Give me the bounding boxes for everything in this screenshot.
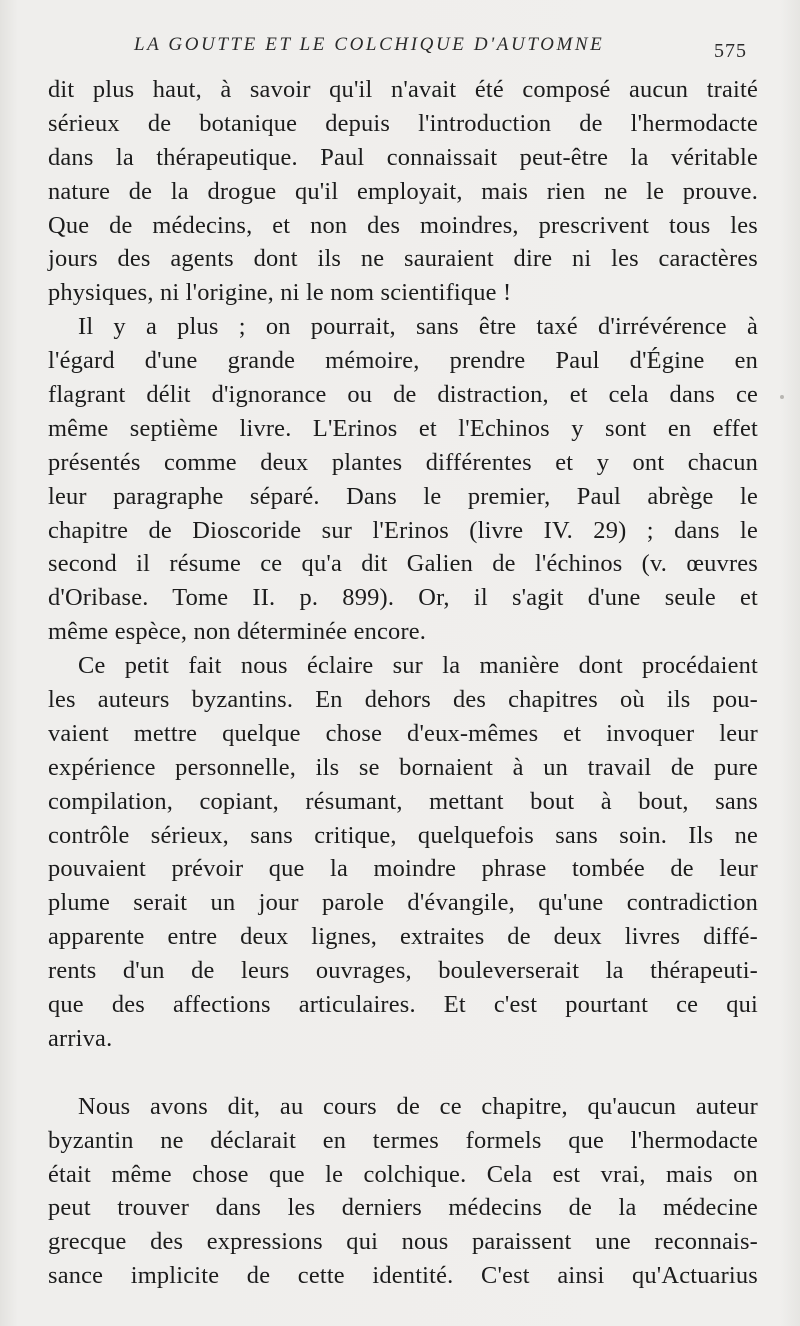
body-text xyxy=(48,73,758,1293)
running-title: LA GOUTTE ET LE COLCHIQUE D'AUTOMNE xyxy=(134,34,605,55)
text-line: second il résume ce qu'a dit Galien de l'échinos (v. œuvres xyxy=(48,550,758,578)
text-line: dit plus haut, à savoir qu'il n'avait été composé aucun traité xyxy=(48,76,758,103)
text-line: flagrant délit d'ignorance ou de distraction, et cela dans ce xyxy=(48,381,758,409)
text-line: byzantin ne déclarait en termes formels que l'hermodacte xyxy=(48,1126,758,1154)
text-line: était même chose que le colchique. Cela est vrai, mais on xyxy=(48,1160,758,1188)
text-line: les auteurs byzantins. En dehors des chapitres où ils pou- xyxy=(48,686,758,714)
text-line: pouvaient prévoir que la moindre phrase tombée de leur xyxy=(48,855,758,883)
text-line: leur paragraphe séparé. Dans le premier, Paul abrège le xyxy=(48,482,758,510)
page-number: 575 xyxy=(714,40,747,62)
text-line: que des affections articulaires. Et c'est pourtant ce qui xyxy=(48,991,758,1019)
text-line: nature de la drogue qu'il employait, mais rien ne le prouve. xyxy=(48,177,758,205)
text-line: apparente entre deux lignes, extraites de deux livres diffé- xyxy=(48,923,758,951)
text-line: sérieux de botanique depuis l'introduction de l'hermodacte xyxy=(48,109,758,137)
text-line: dans la thérapeutique. Paul connaissait peut-être la véritable xyxy=(48,143,758,171)
text-line: peut trouver dans les derniers médecins de la médecine xyxy=(48,1194,758,1222)
text-line: physiques, ni l'origine, ni le nom scientifique ! xyxy=(48,279,512,307)
page-header xyxy=(0,30,800,64)
text-line: présentés comme deux plantes différentes et y ont chacun xyxy=(48,448,758,476)
text-line: Que de médecins, et non des moindres, prescrivent tous les xyxy=(48,211,758,239)
text-line: chapitre de Dioscoride sur l'Erinos (livre IV. 29) ; dans le xyxy=(48,516,758,544)
text-line: Nous avons dit, au cours de ce chapitre, qu'aucun auteur xyxy=(78,1092,758,1120)
text-line: plume serait un jour parole d'évangile, qu'une contradiction xyxy=(48,889,758,917)
text-line: compilation, copiant, résumant, mettant bout à bout, sans xyxy=(48,787,758,815)
text-line: sance implicite de cette identité. C'est ainsi qu'Actuarius xyxy=(48,1262,758,1290)
text-line: Il y a plus ; on pourrait, sans être taxé d'irrévérence à xyxy=(78,313,758,341)
text-line: l'égard d'une grande mémoire, prendre Paul d'Égine en xyxy=(48,347,758,375)
text-line: jours des agents dont ils ne sauraient dire ni les caractères xyxy=(48,245,758,273)
text-line: grecque des expressions qui nous paraissent une reconnais- xyxy=(48,1228,758,1256)
text-line: d'Oribase. Tome II. p. 899). Or, il s'agit d'une seule et xyxy=(48,584,758,612)
paper-speck xyxy=(780,395,784,399)
text-line: Ce petit fait nous éclaire sur la manière dont procédaient xyxy=(78,652,758,680)
text-line: vaient mettre quelque chose d'eux-mêmes et invoquer leur xyxy=(48,719,758,747)
text-line: arriva. xyxy=(48,1024,113,1052)
text-line: même septième livre. L'Erinos et l'Echinos y sont en effet xyxy=(48,414,758,442)
text-line: expérience personnelle, ils se bornaient à un travail de pure xyxy=(48,753,758,781)
text-line: rents d'un de leurs ouvrages, bouleverserait la thérapeuti- xyxy=(48,957,758,985)
text-line: contrôle sérieux, sans critique, quelquefois sans soin. Ils ne xyxy=(48,821,758,849)
text-line: même espèce, non déterminée encore. xyxy=(48,618,427,646)
